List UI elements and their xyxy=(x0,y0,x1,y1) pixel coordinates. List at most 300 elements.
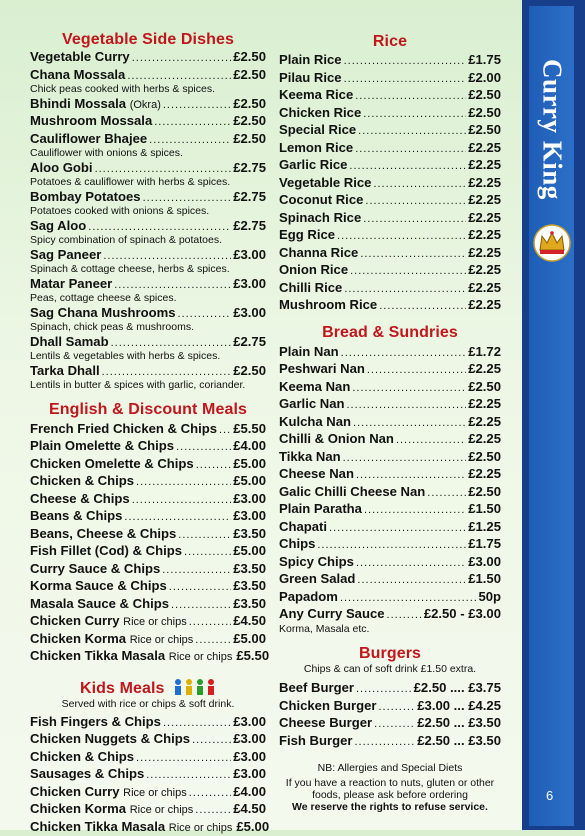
burgers-subtitle: Chips & can of soft drink £1.50 extra. xyxy=(279,663,501,675)
item-price: £2.25 xyxy=(468,227,501,243)
item-name xyxy=(279,589,338,605)
item-note: Rice or chips xyxy=(123,616,187,628)
item-name-text: Chana Mossala xyxy=(30,67,125,82)
item-name-text: Mushroom Mossala xyxy=(30,113,152,128)
item-description: Korma, Masala etc. xyxy=(279,624,501,636)
item-price: £5.00 xyxy=(233,543,266,559)
item-name-text: Chicken Tikka Masala xyxy=(30,819,165,834)
bread-list xyxy=(279,344,501,636)
item-description: Potatoes cooked with onions & spices. xyxy=(30,206,266,218)
dot-leader xyxy=(171,598,231,614)
menu-item xyxy=(279,501,501,519)
dot-leader xyxy=(356,468,466,484)
dot-leader xyxy=(354,735,415,751)
dot-leader xyxy=(102,365,232,381)
dot-leader xyxy=(189,786,231,802)
item-price: £3.00 xyxy=(233,749,266,765)
item-description: Lentils & vegetables with herbs & spices. xyxy=(30,351,266,363)
notice-line: foods, please ask before ordering xyxy=(279,789,501,801)
item-name xyxy=(279,414,351,430)
dot-leader xyxy=(379,299,466,315)
crown-icon xyxy=(533,224,571,262)
item-name-text: Fish Fingers & Chips xyxy=(30,714,161,729)
item-name-text: Chicken Rice xyxy=(279,105,361,120)
item-price: £2.75 xyxy=(233,218,266,234)
item-name-text: Beans, Cheese & Chips xyxy=(30,526,176,541)
menu-item xyxy=(30,473,266,491)
menu-item xyxy=(279,589,501,607)
item-price: £2.25 xyxy=(468,175,501,191)
menu-item xyxy=(279,192,501,210)
dot-leader xyxy=(163,716,231,732)
item-name-text: Bombay Potatoes xyxy=(30,189,141,204)
item-name xyxy=(279,484,425,500)
dot-leader xyxy=(365,194,466,210)
item-name-text: Channa Rice xyxy=(279,245,358,260)
dot-leader xyxy=(192,733,231,749)
item-price: £3.00 xyxy=(233,491,266,507)
burgers-heading: Burgers xyxy=(279,645,501,663)
item-price: £2.50 xyxy=(468,449,501,465)
dot-leader xyxy=(176,440,231,456)
item-price: £2.50 - £3.00 xyxy=(424,606,501,622)
item-price: 50p xyxy=(478,589,501,605)
item-name-text: Masala Sauce & Chips xyxy=(30,596,169,611)
item-name xyxy=(279,501,362,517)
dot-leader xyxy=(124,510,231,526)
item-name-text: Chicken Omelette & Chips xyxy=(30,456,194,471)
menu-item xyxy=(30,561,266,579)
dot-leader xyxy=(355,89,466,105)
item-price: £2.25 xyxy=(468,245,501,261)
item-price: £3.00 xyxy=(233,247,266,263)
menu-item xyxy=(279,87,501,105)
item-name xyxy=(30,473,134,489)
item-name xyxy=(279,52,342,68)
item-price: £2.75 xyxy=(233,334,266,350)
menu-item xyxy=(279,680,501,698)
item-name-text: Chicken Korma xyxy=(30,631,126,646)
item-name-text: Bhindi Mossala xyxy=(30,96,126,111)
menu-item xyxy=(279,449,501,467)
item-description: Spinach & cottage cheese, herbs & spices. xyxy=(30,264,266,276)
item-note: Rice or chips xyxy=(123,787,187,799)
item-price: £2.50 xyxy=(233,96,266,112)
item-name-text: Chilli Rice xyxy=(279,280,342,295)
kids-figures-icon xyxy=(172,678,216,696)
item-price: £5.00 xyxy=(233,473,266,489)
veg-list xyxy=(30,49,266,392)
item-name-text: Keema Nan xyxy=(279,379,350,394)
menu-item xyxy=(279,698,501,716)
item-name xyxy=(30,305,176,321)
item-name xyxy=(279,680,354,696)
menu-item xyxy=(279,175,501,193)
item-name xyxy=(279,431,394,447)
menu-item xyxy=(30,421,266,439)
dot-leader xyxy=(343,451,467,467)
item-name xyxy=(279,245,358,261)
dot-leader xyxy=(344,72,467,88)
item-name-text: Chicken Curry xyxy=(30,613,120,628)
menu-item xyxy=(30,749,266,767)
item-name-text: Green Salad xyxy=(279,571,355,586)
item-price: £2.75 xyxy=(233,189,266,205)
rice-list xyxy=(279,52,501,315)
item-name xyxy=(279,280,342,296)
menu-item xyxy=(30,334,266,352)
item-price: £2.25 xyxy=(468,140,501,156)
item-name-text: Vegetable Rice xyxy=(279,175,371,190)
item-name xyxy=(30,334,109,350)
kids-list xyxy=(30,714,266,836)
dot-leader xyxy=(344,54,467,70)
item-price: £2.25 xyxy=(468,431,501,447)
menu-item xyxy=(279,140,501,158)
item-name xyxy=(30,561,160,577)
item-name xyxy=(279,262,348,278)
item-price: £4.00 xyxy=(233,438,266,454)
item-name-text: Sausages & Chips xyxy=(30,766,144,781)
menu-item xyxy=(30,96,266,114)
item-name-text: Chips xyxy=(279,536,315,551)
item-price: £2.50 xyxy=(468,105,501,121)
left-column xyxy=(30,0,266,836)
item-price: £3.50 xyxy=(233,578,266,594)
item-price: £2.50 ... £3.50 xyxy=(417,733,501,749)
menu-item xyxy=(279,733,501,751)
dot-leader xyxy=(427,486,466,502)
item-name xyxy=(279,698,377,714)
item-name-text: Fish Fillet (Cod) & Chips xyxy=(30,543,182,558)
item-price: £2.50 ... £3.50 xyxy=(417,715,501,731)
menu-item xyxy=(279,297,501,315)
item-name xyxy=(279,157,347,173)
item-name-text: Sag Chana Mushrooms xyxy=(30,305,176,320)
menu-item xyxy=(30,276,266,294)
item-name xyxy=(279,175,371,191)
item-price: £2.75 xyxy=(233,160,266,176)
right-column xyxy=(279,0,501,813)
item-name xyxy=(30,160,93,176)
item-name-text: Plain Nan xyxy=(279,344,339,359)
dot-leader xyxy=(358,124,466,140)
item-price: £2.50 xyxy=(233,49,266,65)
item-name xyxy=(30,218,86,234)
dot-leader xyxy=(374,717,415,733)
item-name xyxy=(30,247,101,263)
item-description: Chick peas cooked with herbs & spices. xyxy=(30,84,266,96)
item-name xyxy=(30,819,232,836)
menu-item xyxy=(30,766,266,784)
item-name xyxy=(30,766,144,782)
menu-item xyxy=(30,49,266,67)
item-price: £5.00 xyxy=(233,631,266,647)
item-price: £2.25 xyxy=(468,396,501,412)
item-name-text: Peshwari Nan xyxy=(279,361,365,376)
item-price: £1.72 xyxy=(468,344,501,360)
item-name xyxy=(30,508,122,524)
item-name-text: Coconut Rice xyxy=(279,192,363,207)
dot-leader xyxy=(341,346,467,362)
item-name-text: Tarka Dhall xyxy=(30,363,100,378)
brand-title xyxy=(524,44,580,214)
item-name xyxy=(279,297,377,313)
item-price: £2.50 xyxy=(233,67,266,83)
item-name xyxy=(30,189,141,205)
notice-line: NB: Allergies and Special Diets xyxy=(279,762,501,774)
item-name xyxy=(30,596,169,612)
item-price: £4.00 xyxy=(233,784,266,800)
item-name xyxy=(30,438,174,454)
item-name xyxy=(30,67,125,83)
menu-item xyxy=(279,536,501,554)
item-name-text: Cheese Nan xyxy=(279,466,354,481)
item-price: £2.25 xyxy=(468,210,501,226)
dot-leader xyxy=(136,751,231,767)
menu-item xyxy=(279,484,501,502)
dot-leader xyxy=(189,615,231,631)
menu-item xyxy=(30,189,266,207)
item-price: £3.00 ... £4.25 xyxy=(417,698,501,714)
menu-item xyxy=(30,160,266,178)
menu-item xyxy=(30,131,266,149)
item-name xyxy=(30,131,147,147)
item-price: £2.25 xyxy=(468,262,501,278)
burgers-list xyxy=(279,680,501,750)
menu-item xyxy=(30,578,266,596)
item-name-text: Pilau Rice xyxy=(279,70,342,85)
english-list xyxy=(30,421,266,666)
item-name-text: Chicken Tikka Masala xyxy=(30,648,165,663)
item-name xyxy=(279,571,355,587)
item-name-text: Spinach Rice xyxy=(279,210,361,225)
item-price: £3.50 xyxy=(233,596,266,612)
item-name xyxy=(30,749,134,765)
item-name-text: Mushroom Rice xyxy=(279,297,377,312)
item-price: £1.50 xyxy=(468,571,501,587)
dot-leader xyxy=(352,381,466,397)
dot-leader xyxy=(154,115,231,131)
item-price: £1.75 xyxy=(468,52,501,68)
menu-item xyxy=(279,571,501,589)
item-price: £2.25 xyxy=(468,361,501,377)
item-name-text: Egg Rice xyxy=(279,227,335,242)
item-name xyxy=(279,606,385,622)
item-note: Rice or chips xyxy=(130,634,194,646)
item-name-text: Chicken & Chips xyxy=(30,749,134,764)
dot-leader xyxy=(350,264,466,280)
item-name-text: Special Rice xyxy=(279,122,356,137)
dot-leader xyxy=(373,177,466,193)
item-name-text: Chicken Nuggets & Chips xyxy=(30,731,190,746)
menu-item xyxy=(279,157,501,175)
item-name-text: Chilli & Onion Nan xyxy=(279,431,394,446)
item-price: £3.00 xyxy=(233,714,266,730)
item-name-text: Korma Sauce & Chips xyxy=(30,578,167,593)
dot-leader xyxy=(360,247,466,263)
dot-leader xyxy=(143,191,232,207)
item-name-text: Plain Omelette & Chips xyxy=(30,438,174,453)
item-name xyxy=(30,421,217,437)
dot-leader xyxy=(364,503,466,519)
item-name xyxy=(279,396,345,412)
item-price: £2.25 xyxy=(468,280,501,296)
item-price: £5.50 xyxy=(233,421,266,437)
item-price: £2.25 xyxy=(468,192,501,208)
dot-leader xyxy=(317,538,466,554)
dot-leader xyxy=(219,423,231,439)
menu-item xyxy=(30,731,266,749)
allergy-notice xyxy=(279,762,501,813)
item-name-text: Chicken & Chips xyxy=(30,473,134,488)
item-name xyxy=(279,140,353,156)
item-name xyxy=(30,543,182,559)
item-name-text: Kulcha Nan xyxy=(279,414,351,429)
item-price: £4.50 xyxy=(233,613,266,629)
menu-item xyxy=(30,305,266,323)
item-price: £2.00 xyxy=(468,70,501,86)
item-price: £1.50 xyxy=(468,501,501,517)
dot-leader xyxy=(146,768,231,784)
item-name-text: Vegetable Curry xyxy=(30,49,130,64)
item-name-text: Cheese Burger xyxy=(279,715,372,730)
menu-item xyxy=(30,247,266,265)
dot-leader xyxy=(367,363,466,379)
bread-heading: Bread & Sundries xyxy=(279,324,501,342)
dot-leader xyxy=(357,573,466,589)
dot-leader xyxy=(195,803,231,819)
item-description: Lentils in butter & spices with garlic, coriander. xyxy=(30,380,266,392)
item-name xyxy=(30,578,167,594)
menu-item xyxy=(279,715,501,733)
item-name-text: Chicken Burger xyxy=(279,698,377,713)
item-price: £2.25 xyxy=(468,414,501,430)
menu-item xyxy=(279,396,501,414)
item-description: Peas, cottage cheese & spices. xyxy=(30,293,266,305)
item-name xyxy=(279,536,315,552)
dot-leader xyxy=(344,282,466,298)
menu-item xyxy=(30,113,266,131)
item-name xyxy=(30,613,187,631)
item-name-text: Onion Rice xyxy=(279,262,348,277)
menu-item xyxy=(30,363,266,381)
item-name xyxy=(30,526,176,542)
menu-item xyxy=(30,819,266,836)
dot-leader xyxy=(95,162,232,178)
veg-heading: Vegetable Side Dishes xyxy=(30,31,266,49)
item-name-text: Cheese & Chips xyxy=(30,491,130,506)
item-name xyxy=(30,96,161,114)
item-name-text: Dhall Samab xyxy=(30,334,109,349)
dot-leader xyxy=(149,133,231,149)
item-price: £3.00 xyxy=(233,305,266,321)
item-name-text: Fish Burger xyxy=(279,733,352,748)
item-name-text: Garlic Rice xyxy=(279,157,347,172)
item-name xyxy=(279,466,354,482)
item-name xyxy=(279,379,350,395)
item-name xyxy=(30,491,130,507)
item-name xyxy=(30,784,187,802)
dot-leader xyxy=(337,229,466,245)
item-note: Rice or chips xyxy=(169,822,233,834)
dot-leader xyxy=(136,475,231,491)
menu-item xyxy=(30,801,266,819)
item-name xyxy=(30,801,193,819)
item-name xyxy=(279,554,354,570)
item-price: £2.25 xyxy=(468,297,501,313)
dot-leader xyxy=(88,220,231,236)
item-description: Spinach, chick peas & mushrooms. xyxy=(30,322,266,334)
rice-heading: Rice xyxy=(279,33,501,51)
menu-item xyxy=(279,361,501,379)
item-name-text: Keema Rice xyxy=(279,87,353,102)
item-price: £2.50 xyxy=(468,484,501,500)
item-name-text: Papadom xyxy=(279,589,338,604)
kids-heading-row xyxy=(30,678,266,698)
menu-item xyxy=(279,414,501,432)
item-name-text: Galic Chilli Cheese Nan xyxy=(279,484,425,499)
item-name-text: French Fried Chicken & Chips xyxy=(30,421,217,436)
item-price: £3.00 xyxy=(468,554,501,570)
item-name-text: Chicken Korma xyxy=(30,801,126,816)
item-price: £3.00 xyxy=(233,508,266,524)
item-name xyxy=(30,731,190,747)
item-name xyxy=(30,456,194,472)
item-name xyxy=(279,227,335,243)
item-name xyxy=(279,210,361,226)
item-price: £3.50 xyxy=(233,526,266,542)
menu-item xyxy=(279,245,501,263)
menu-item xyxy=(30,648,266,666)
menu-item xyxy=(30,508,266,526)
item-name-text: Garlic Nan xyxy=(279,396,345,411)
item-price: £2.50 xyxy=(233,363,266,379)
menu-item xyxy=(30,543,266,561)
item-name xyxy=(279,70,342,86)
dot-leader xyxy=(163,98,231,114)
item-price: £3.50 xyxy=(233,561,266,577)
dot-leader xyxy=(178,307,232,323)
menu-item xyxy=(30,613,266,631)
item-name-text: Sag Aloo xyxy=(30,218,86,233)
item-name-text: Plain Paratha xyxy=(279,501,362,516)
item-description: Potatoes & cauliflower with herbs & spices. xyxy=(30,177,266,189)
menu-item xyxy=(30,631,266,649)
item-price: £5.00 xyxy=(233,456,266,472)
menu-item xyxy=(30,714,266,732)
menu-item xyxy=(279,70,501,88)
dot-leader xyxy=(114,278,231,294)
menu-item xyxy=(30,438,266,456)
item-name xyxy=(279,122,356,138)
item-name xyxy=(30,363,100,379)
dot-leader xyxy=(355,142,466,158)
item-price: £2.50 xyxy=(468,122,501,138)
item-price: £2.25 xyxy=(468,466,501,482)
item-price: £3.00 xyxy=(233,731,266,747)
dot-leader xyxy=(387,608,422,624)
item-name-text: Sag Paneer xyxy=(30,247,101,262)
menu-item xyxy=(30,456,266,474)
item-price: £2.25 xyxy=(468,157,501,173)
item-name-text: Beef Burger xyxy=(279,680,354,695)
dot-leader xyxy=(195,633,231,649)
dot-leader xyxy=(396,433,466,449)
menu-item xyxy=(279,210,501,228)
dot-leader xyxy=(111,336,232,352)
dot-leader xyxy=(162,563,231,579)
